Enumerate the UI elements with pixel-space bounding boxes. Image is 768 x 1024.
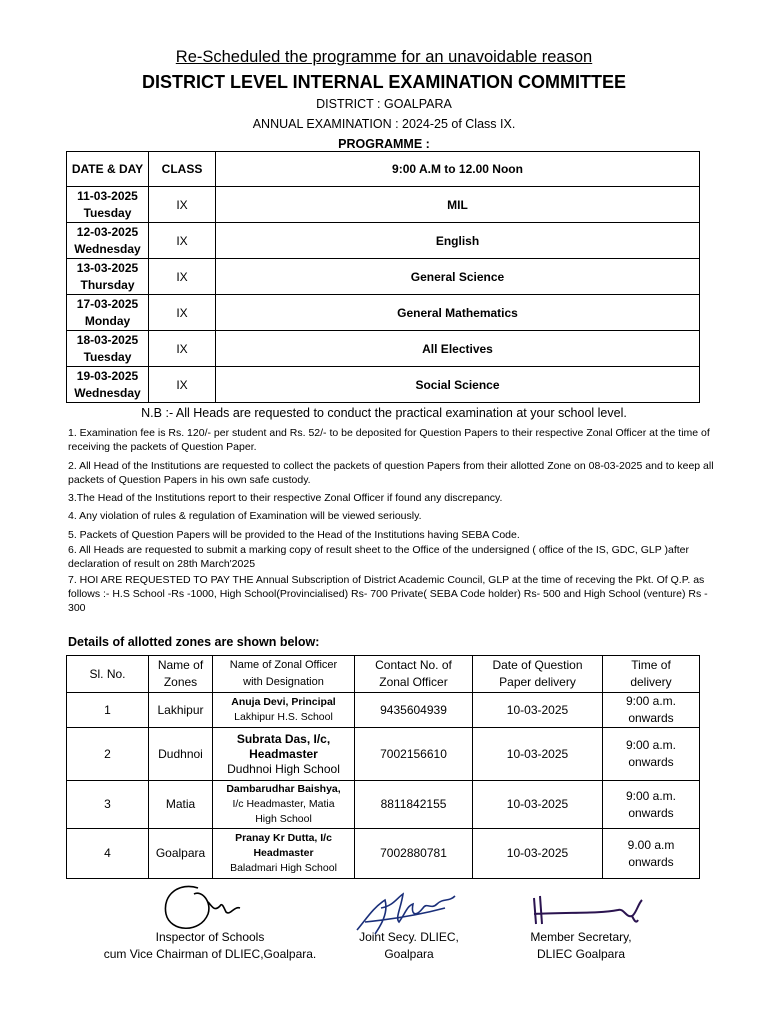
zone-cell: Goalpara [149,829,213,879]
officer-cell: Anuja Devi, Principal Lakhipur H.S. School [213,693,355,728]
class-cell: IX [149,367,216,403]
class-cell: IX [149,223,216,259]
district-line: DISTRICT : GOALPARA [316,97,452,111]
zones-header-row [67,656,700,693]
instruction-item: 5. Packets of Question Papers will be provided to the Head of the Institutions having SEBA Code. [68,528,520,541]
header-contact: Contact No. of Zonal Officer [355,656,473,693]
table-row [67,259,700,295]
contact-cell: 7002880781 [355,829,473,879]
contact-cell: 7002156610 [355,728,473,781]
sl-cell: 1 [67,693,149,728]
schedule-table [66,151,700,403]
class-cell: IX [149,187,216,223]
zone-cell: Lakhipur [149,693,213,728]
zones-table [66,655,700,879]
subject-cell: All Electives [216,331,700,367]
instruction-item: 3.The Head of the Institutions report to their respective Zonal Officer if found any discrepancy. [68,492,503,505]
class-cell: IX [149,295,216,331]
officer-cell: Dambarudhar Baishya, I/c Headmaster, Matia High School [213,781,355,829]
delivery-time-cell: 9:00 a.m. onwards [603,728,700,781]
programme-heading: PROGRAMME : [338,137,430,151]
delivery-time-cell: 9.00 a.m onwards [603,829,700,879]
class-cell: IX [149,331,216,367]
delivery-date-cell: 10-03-2025 [473,728,603,781]
subject-cell: General Science [216,259,700,295]
subject-cell: MIL [216,187,700,223]
contact-cell: 8811842155 [355,781,473,829]
header-time: 9:00 A.M to 12.00 Noon [216,152,700,187]
signature-block-member-secy [500,929,662,963]
delivery-time-cell: 9:00 a.m. onwards [603,693,700,728]
committee-title: DISTRICT LEVEL INTERNAL EXAMINATION COMMITTEE [141,72,626,92]
table-row [67,728,700,781]
delivery-date-cell: 10-03-2025 [473,693,603,728]
date-cell: 12-03-2025 Wednesday [67,223,149,259]
date-cell: 13-03-2025 Thursday [67,259,149,295]
nb-note: N.B :- All Heads are requested to conduct the practical examination at your school level. [141,406,627,420]
schedule-header-row [67,152,700,187]
table-row [67,223,700,259]
signature-block-inspector [76,929,344,963]
officer-cell: Pranay Kr Dutta, I/c Headmaster Baladmari High School [213,829,355,879]
header-delivery-date: Date of Question Paper delivery [473,656,603,693]
signatory-role: Goalpara [384,947,434,961]
instruction-item: 7. HOI ARE REQUESTED TO PAY THE Annual Subscription of District Academic Council, GLP at the time of receving the Pkt. Of Q.P. as follows :- H.S School -Rs -1000, High School(Provincialised) Rs- 700 Private( SEBA Code holder) Rs- 500 and High School (venture) Rs - 300 [68,573,708,615]
header-class: CLASS [149,152,216,187]
signatory-role: cum Vice Chairman of DLIEC,Goalpara. [103,947,317,961]
sl-cell: 3 [67,781,149,829]
zone-cell: Dudhnoi [149,728,213,781]
signatory-role: DLIEC Goalpara [536,947,626,961]
header-officer: Name of Zonal Officer with Designation [213,656,355,693]
table-row [67,187,700,223]
sl-cell: 4 [67,829,149,879]
delivery-date-cell: 10-03-2025 [473,829,603,879]
header-sl: Sl. No. [67,656,149,693]
table-row [67,367,700,403]
delivery-time-cell: 9:00 a.m. onwards [603,781,700,829]
officer-cell: Subrata Das, I/c, Headmaster Dudhnoi High School [213,728,355,781]
instruction-item: 1. Examination fee is Rs. 120/- per student and Rs. 52/- to be deposited for Question Papers to their respective Zonal Officer at the time of receiving the packets of Question Paper. [68,427,710,454]
instructions-list [68,426,718,616]
signatory-title: Inspector of Schools [155,930,265,944]
signatory-title: Member Secretary, [530,930,632,944]
zone-cell: Matia [149,781,213,829]
table-row [67,331,700,367]
sl-cell: 2 [67,728,149,781]
class-cell: IX [149,259,216,295]
delivery-date-cell: 10-03-2025 [473,781,603,829]
date-cell: 17-03-2025 Monday [67,295,149,331]
subject-cell: Social Science [216,367,700,403]
subject-cell: General Mathematics [216,295,700,331]
date-cell: 11-03-2025 Tuesday [67,187,149,223]
header-delivery-time: Time of delivery [603,656,700,693]
signature-block-joint-secy [330,929,488,963]
header-zone-name: Name of Zones [149,656,213,693]
table-row [67,829,700,879]
exam-line: ANNUAL EXAMINATION : 2024-25 of Class IX. [252,117,516,131]
instruction-item: 4. Any violation of rules & regulation of Examination will be viewed seriously. [68,510,422,523]
table-row [67,781,700,829]
signatory-title: Joint Secy. DLIEC, [359,930,459,944]
instruction-item: 6. All Heads are requested to submit a marking copy of result sheet to the Office of the undersigned ( office of the IS, GDC, GLP )after declaration of result on 28th March'2025 [68,544,689,571]
date-cell: 19-03-2025 Wednesday [67,367,149,403]
zones-title: Details of allotted zones are shown below: [68,635,320,649]
subject-cell: English [216,223,700,259]
contact-cell: 9435604939 [355,693,473,728]
table-row [67,295,700,331]
reschedule-notice: Re-Scheduled the programme for an unavoidable reason [175,48,593,66]
date-cell: 18-03-2025 Tuesday [67,331,149,367]
header-date-day: DATE & DAY [67,152,149,187]
table-row [67,693,700,728]
instruction-item: 2. All Head of the Institutions are requested to collect the packets of question Papers from their allotted Zone on 08-03-2025 and to keep all packets of Question Papers in his own safe custody. [68,459,714,486]
